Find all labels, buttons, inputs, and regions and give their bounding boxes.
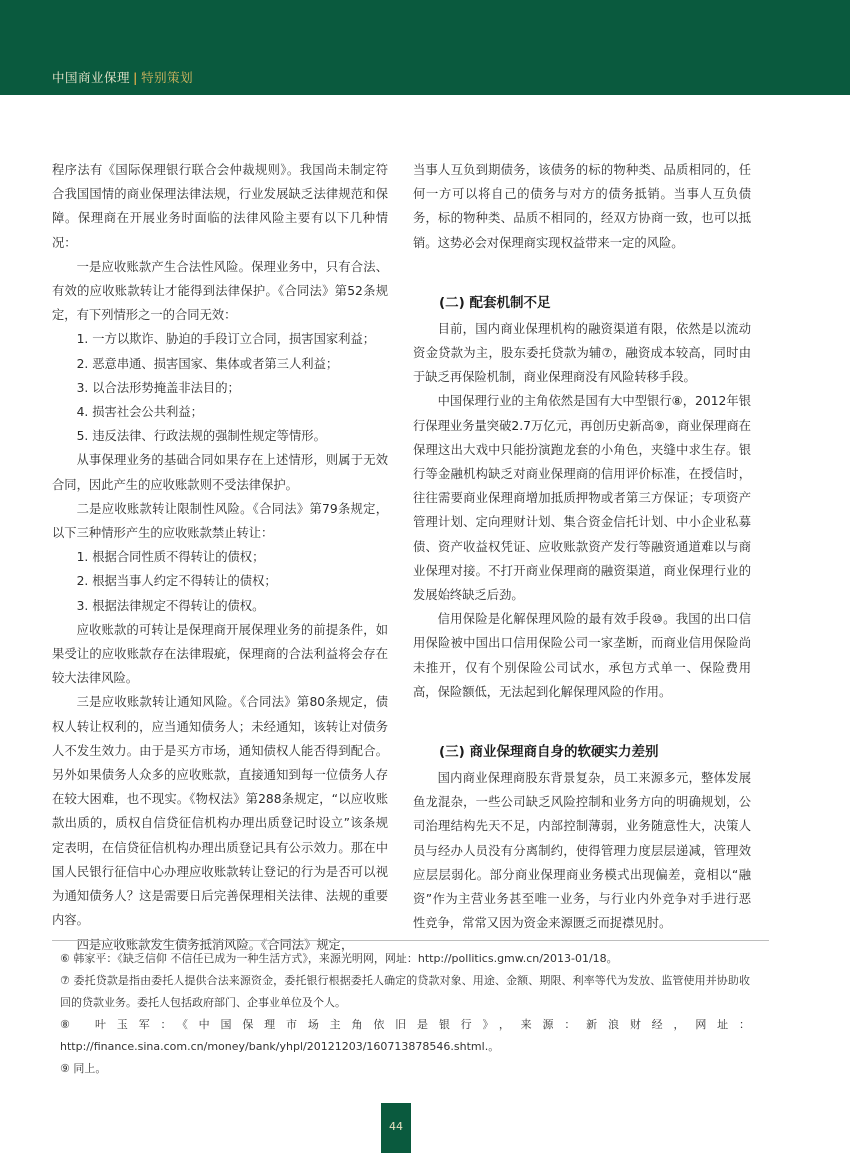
running-header-section: 特别策划	[141, 70, 194, 85]
left-paragraph: 程序法有《国际保理银行联合会仲裁规则》。我国尚未制定符合我国国情的商业保理法律法规，行业发展缺乏法律规范和保障。保理商在开展业务时面临的法律风险主要有以下几种情况：	[52, 163, 388, 250]
left-paragraph: 从事保理业务的基础合同如果存在上述情形，则属于无效合同，因此产生的应收账款则不受法律保护。	[52, 453, 388, 492]
left-list-item: 3. 以合法形势掩盖非法目的；	[76, 380, 240, 395]
left-paragraph: 四是应收账款发生债务抵消风险。《合同法》规定，	[76, 937, 354, 952]
running-header	[52, 68, 193, 86]
left-list-item: 3. 根据法律规定不得转让的债权。	[76, 598, 265, 613]
left-paragraph: 二是应收账款转让限制性风险。《合同法》第79条规定，以下三种情形产生的应收账款禁止转让：	[52, 501, 388, 541]
left-list-item: 1. 一方以欺诈、胁迫的手段订立合同，损害国家利益；	[76, 332, 376, 347]
running-header-title: 中国商业保理	[52, 70, 131, 85]
running-header-separator: |	[133, 70, 139, 85]
right-spacer	[413, 704, 751, 726]
right-spacer	[413, 255, 751, 277]
footnote-item: ⑦ 委托贷款是指由委托人提供合法来源资金，委托银行根据委托人确定的贷款对象、用途、金额、期限、利率等代为发放、监管使用并协助收回的贷款业务。委托人包括政府部门、企事业单位及个人。	[60, 974, 750, 1009]
left-paragraph: 一是应收账款产生合法性风险。保理业务中，只有合法、有效的应收账款转让才能得到法律保护。《合同法》第52条规定，有下列情形之一的合同无效：	[52, 259, 388, 323]
left-list-item: 4. 损害社会公共利益；	[76, 405, 203, 420]
footnote-item: ⑧ 叶玉军：《中国保理市场主角依旧是银行》，来源：新浪财经，网址：http://finance.sina.com.cn/money/bank/yhpl/20121203/160713878546.shtml.。	[60, 1018, 750, 1053]
right-section-heading: (二) 配套机制不足	[439, 294, 551, 311]
left-paragraph: 三是应收账款转让通知风险。《合同法》第80条规定，债权人转让权利的，应当通知债务人；未经通知，该转让对债务人不发生效力。由于是买方市场，通知债权人能否得到配合。另外如果债务人众多的应收账款，直接通知到每一位债务人存在较大困难，也不现实。《物权法》第288条规定，“以应收账款出质的，质权自信贷征信机构办理出质登记时设立”该条规定表明，在信贷征信机构办理出质登记具有公示效力。那在中国人民银行征信中心办理应收账款转让登记的行为是否可以视为通知债务人？这是需要日后完善保理相关法律、法规的重要内容。	[52, 695, 388, 928]
footnotes	[60, 948, 750, 1080]
right-paragraph: 当事人互负到期债务，该债务的标的物种类、品质相同的，任何一方可以将自己的债务与对方的债务抵销。当事人互负债务，标的物种类、品质不相同的，经双方协商一致，也可以抵销。这势必会对保理商实现权益带来一定的风险。	[413, 163, 751, 250]
left-list-item: 5. 违反法律、行政法规的强制性规定等情形。	[76, 429, 326, 444]
left-list-item: 2. 恶意串通、损害国家、集体或者第三人利益；	[76, 356, 339, 371]
left-list-item: 1. 根据合同性质不得转让的债权；	[76, 550, 265, 565]
page-number: 44	[389, 1120, 403, 1133]
right-paragraph: 国内商业保理商股东背景复杂，员工来源多元，整体发展鱼龙混杂，一些公司缺乏风险控制和业务方向的明确规划，公司治理结构先天不足，内部控制薄弱，业务随意性大，决策人员与经办人员没有分离制约，使得管理力度层层递减，管理效应层层弱化。部分商业保理商业务模式出现偏差，竟相以“融资”作为主营业务甚至唯一业务，与行业内外竞争对手进行恶性竞争，常常又因为资金来源匮乏而捉襟见肘。	[413, 771, 751, 931]
footnote-divider	[52, 940, 769, 941]
footnote-item: ⑨ 同上。	[60, 1062, 107, 1075]
right-paragraph: 目前，国内商业保理机构的融资渠道有限，依然是以流动资金贷款为主，股东委托贷款为辅⑦，融资成本较高，同时由于缺乏再保险机制，商业保理商没有风险转移手段。	[413, 321, 751, 385]
page-header-band	[0, 0, 850, 95]
right-section-heading: (三) 商业保理商自身的软硬实力差别	[439, 744, 659, 761]
right-paragraph: 中国保理行业的主角依然是国有大中型银行⑧，2012年银行保理业务量突破2.7万亿元，再创历史新高⑨，商业保理商在保理这出大戏中只能扮演跑龙套的小角色，夹缝中求生存。银行等金融机构缺乏对商业保理商的信用评价标准，在授信时，往往需要商业保理商增加抵质押物或者第三方保证；专项资产管理计划、定向理财计划、集合资金信托计划、中小企业私募债、资产收益权凭证、应收账款资产发行等融资通道难以与商业保理对接。不打开商业保理商的融资渠道，商业保理行业的发展始终缺乏后劲。	[413, 394, 752, 603]
right-paragraph: 信用保险是化解保理风险的最有效手段⑩。我国的出口信用保险被中国出口信用保险公司一家垄断，而商业信用保险尚未推开，仅有个别保险公司试水，承包方式单一、保险费用高，保险额低，无法起到化解保理风险的作用。	[413, 612, 751, 699]
right-text-column	[413, 158, 751, 935]
footnote-item: ⑥ 韩家平：《缺乏信仰 不信任已成为一种生活方式》，来源光明网，网址：http://pollitics.gmw.cn/2013-01/18。	[60, 952, 618, 965]
left-paragraph: 应收账款的可转让是保理商开展保理业务的前提条件，如果受让的应收账款存在法律瑕疵，保理商的合法利益将会存在较大法律风险。	[52, 622, 388, 686]
left-text-column	[52, 158, 388, 957]
left-list-item: 2. 根据当事人约定不得转让的债权；	[76, 574, 277, 589]
